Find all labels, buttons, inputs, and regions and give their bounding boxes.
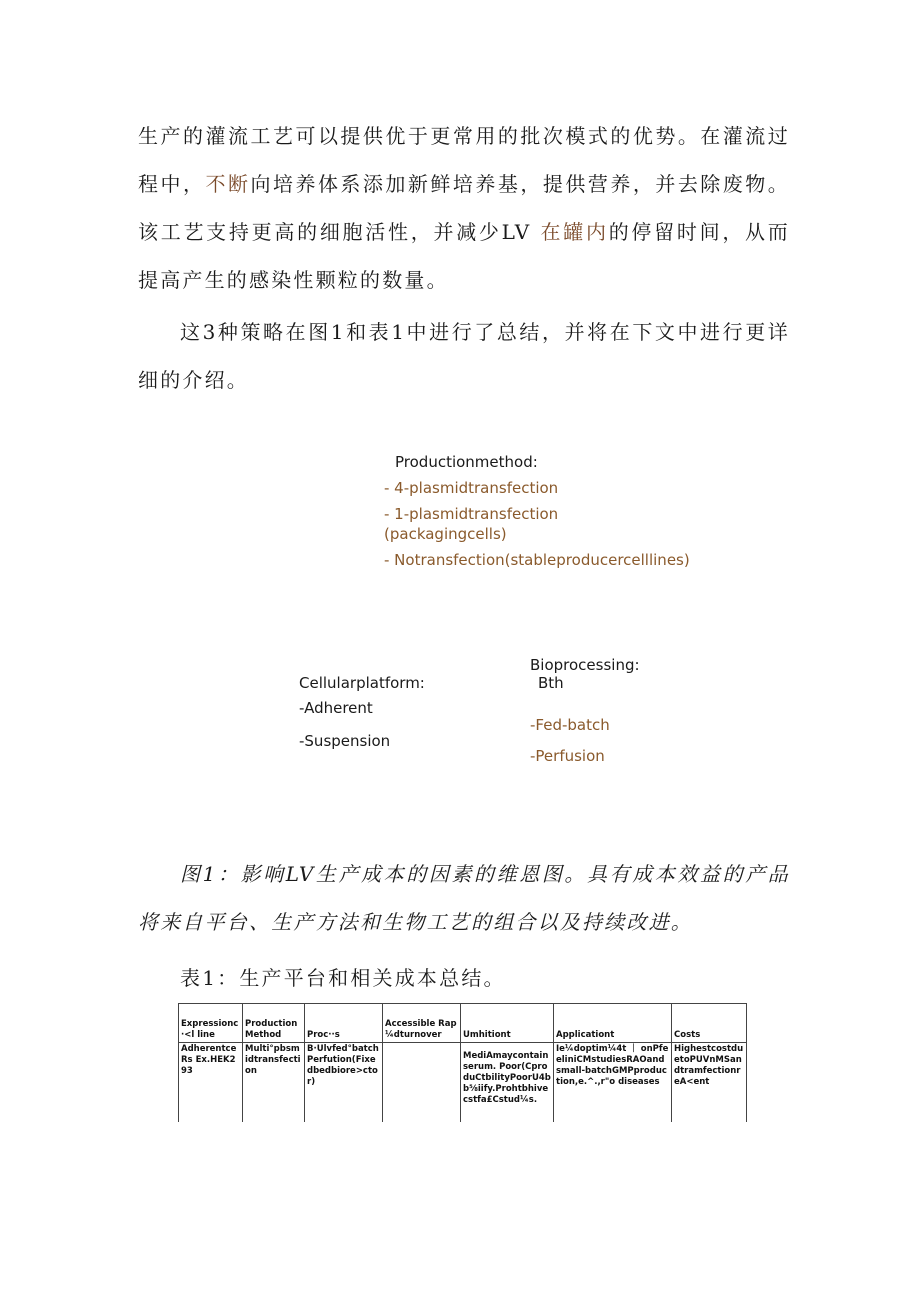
table-header-cell: Umhitiont bbox=[461, 1004, 554, 1043]
production-item: - Notransfection(stableproducercelllines) bbox=[384, 551, 690, 569]
table-row bbox=[179, 1043, 747, 1123]
table-cell bbox=[383, 1043, 461, 1123]
figure-caption: 图1：影响LV生产成本的因素的维恩图。具有成本效益的产品将来自平台、生产方法和生物工艺的组合以及持续改进。 bbox=[138, 862, 790, 934]
paragraph-text: 生产的灌流工艺可以提供优于更常用的批次模式的优势。在灌流过程中， bbox=[138, 124, 790, 196]
production-item: - 4-plasmidtransfection bbox=[384, 479, 559, 497]
table-header-cell: Applicationt bbox=[554, 1004, 672, 1043]
table-header-cell: Expressionc·<l line bbox=[179, 1004, 243, 1043]
paragraph-text-highlight: 不断 bbox=[205, 172, 251, 196]
cellular-heading: Cellularplatform: bbox=[299, 674, 425, 692]
table-header-row bbox=[179, 1004, 747, 1043]
table-cell: HighestcostduetoPUVnMSandtramfectionreA<ent bbox=[672, 1043, 747, 1123]
bioprocessing-item: -Perfusion bbox=[530, 747, 605, 765]
bioprocessing-heading: Bioprocessing: bbox=[530, 656, 640, 674]
summary-paragraph: 这3种策略在图1和表1中进行了总结，并将在下文中进行更详细的介绍。 bbox=[138, 320, 790, 392]
paragraph-text: 向培养体系添加新鲜培养基，提供营养，并去除废物。该工艺支持更高的细胞活性，并减少LV bbox=[138, 172, 790, 244]
bioprocessing-item: -Fed-batch bbox=[530, 716, 610, 734]
summary-table bbox=[178, 1003, 747, 1122]
table-cell: Ie¼doptim¼4t ｜ onPfeeliniCMstudiesRAOandsmall-batchGMPproduction,e.^.,r"o diseases bbox=[554, 1043, 672, 1123]
paragraph-text: 的停留时间，从而提高产生的感染性颗粒的数量。 bbox=[138, 220, 790, 292]
table-cell: B·Ulvfed°batchPerfution(Fixedbedbiore>ctor) bbox=[305, 1043, 383, 1123]
production-heading: Productionmethod: bbox=[395, 453, 538, 471]
production-item: (packagingcells) bbox=[384, 525, 507, 543]
table-caption: 表1：生产平台和相关成本总结。 bbox=[180, 966, 506, 990]
paragraph-text-highlight: 在罐内 bbox=[540, 220, 609, 244]
table-header-cell: ProductionMethod bbox=[243, 1004, 305, 1043]
cellular-item: -Suspension bbox=[299, 732, 391, 750]
table-cell: MediAmaycontainserum. Poor(CproduCtbilityPoorU4bb⅝iify.Prohtbhivecstfa£Cstud¼s. bbox=[461, 1043, 554, 1123]
bioprocessing-sub: Bth bbox=[538, 674, 564, 692]
table-header-cell: Costs bbox=[672, 1004, 747, 1043]
table-cell: Multi°pbsmidtransfection bbox=[243, 1043, 305, 1123]
cellular-item: -Adherent bbox=[299, 699, 373, 717]
table-header-cell: Accessible Rap¼dturnover bbox=[383, 1004, 461, 1043]
production-item: - 1-plasmidtransfection bbox=[384, 505, 559, 523]
intro-paragraph bbox=[138, 112, 790, 304]
table-header-cell: Proc··s bbox=[305, 1004, 383, 1043]
table-cell: AdherentceRs Ex.HEK293 bbox=[179, 1043, 243, 1123]
